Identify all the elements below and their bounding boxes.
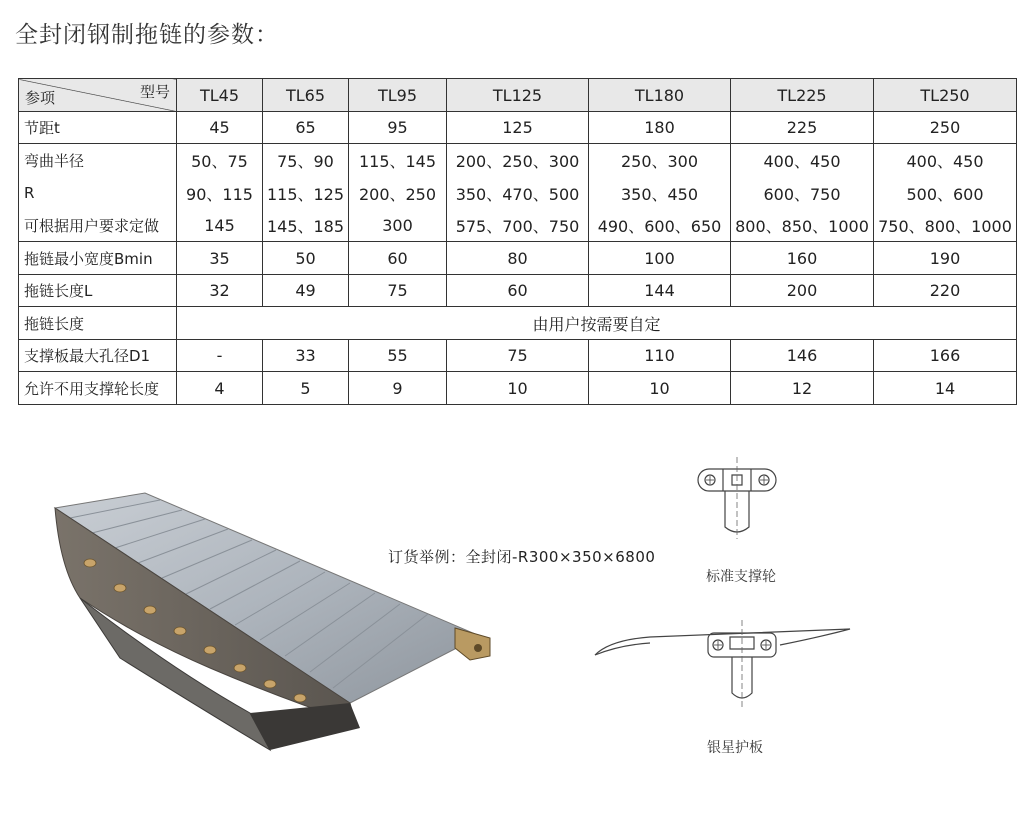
table-cell: 50 [263, 242, 349, 275]
page-title: 全封闭钢制拖链的参数： [15, 22, 279, 48]
model-header: TL125 [447, 79, 589, 112]
table-row [19, 144, 1017, 177]
table-cell: 110 [589, 340, 731, 372]
model-header: TL45 [177, 79, 263, 112]
table-cell: 9 [349, 372, 447, 405]
corner-bottom-label: 参项 [25, 89, 56, 107]
row-label: 拖链长度L [19, 275, 177, 307]
table-cell: 145 [177, 210, 263, 242]
table-cell: 95 [349, 112, 447, 144]
table-cell: 200、250 [349, 177, 447, 210]
row-label: 弯曲半径 [19, 144, 177, 177]
row-label: 允许不用支撑轮长度 [19, 372, 177, 405]
table-cell: 49 [263, 275, 349, 307]
table-cell: 90、115 [177, 177, 263, 210]
table-cell: 35 [177, 242, 263, 275]
table-cell: 125 [447, 112, 589, 144]
table-cell: 250 [874, 112, 1017, 144]
table-cell: 400、450 [731, 144, 874, 177]
table-cell: 32 [177, 275, 263, 307]
table-cell: 100 [589, 242, 731, 275]
table-cell: 75 [349, 275, 447, 307]
table-cell: 400、450 [874, 144, 1017, 177]
table-cell: 115、125 [263, 177, 349, 210]
table-row [19, 210, 1017, 242]
table-cell: 490、600、650 [589, 210, 731, 242]
table-cell: 190 [874, 242, 1017, 275]
table-row [19, 340, 1017, 372]
table-row [19, 242, 1017, 275]
table-cell: 300 [349, 210, 447, 242]
table-cell: 575、700、750 [447, 210, 589, 242]
table-cell: 33 [263, 340, 349, 372]
table-cell: 800、850、1000 [731, 210, 874, 242]
table-cell: 750、800、1000 [874, 210, 1017, 242]
table-cell: 55 [349, 340, 447, 372]
table-cell: 75、90 [263, 144, 349, 177]
table-cell: 14 [874, 372, 1017, 405]
row-label: 节距t [19, 112, 177, 144]
table-cell: 10 [447, 372, 589, 405]
order-example: 订货举例：全封闭-R300×350×6800 [388, 548, 656, 566]
table-cell: 600、750 [731, 177, 874, 210]
model-header: TL180 [589, 79, 731, 112]
table-row [19, 372, 1017, 405]
table-cell: 166 [874, 340, 1017, 372]
row-label: 可根据用户要求定做 [19, 210, 177, 242]
support-wheel-caption: 标准支撑轮 [706, 569, 776, 585]
table-cell: 146 [731, 340, 874, 372]
row-label: 支撑板最大孔径D1 [19, 340, 177, 372]
table-row [19, 112, 1017, 144]
model-header: TL250 [874, 79, 1017, 112]
table-cell: 65 [263, 112, 349, 144]
table-cell: 4 [177, 372, 263, 405]
table-cell: 50、75 [177, 144, 263, 177]
table-cell: 60 [349, 242, 447, 275]
table-cell: 200、250、300 [447, 144, 589, 177]
drag-chain-image [50, 488, 500, 773]
guard-plate-drawing [590, 615, 855, 710]
table-cell: - [177, 340, 263, 372]
model-header: TL225 [731, 79, 874, 112]
table-cell: 220 [874, 275, 1017, 307]
table-cell: 225 [731, 112, 874, 144]
row-label: R [19, 177, 177, 210]
table-cell: 500、600 [874, 177, 1017, 210]
guard-plate-caption: 银星护板 [707, 740, 763, 756]
table-cell: 200 [731, 275, 874, 307]
table-cell: 80 [447, 242, 589, 275]
model-header: TL65 [263, 79, 349, 112]
model-header: TL95 [349, 79, 447, 112]
table-cell: 145、185 [263, 210, 349, 242]
table-cell: 60 [447, 275, 589, 307]
spec-table [18, 78, 1017, 405]
table-row [19, 177, 1017, 210]
table-row [19, 275, 1017, 307]
table-cell: 250、300 [589, 144, 731, 177]
row-label: 拖链最小宽度Bmin [19, 242, 177, 275]
table-cell: 115、145 [349, 144, 447, 177]
table-cell: 350、450 [589, 177, 731, 210]
table-cell: 144 [589, 275, 731, 307]
table-cell: 350、470、500 [447, 177, 589, 210]
table-cell: 160 [731, 242, 874, 275]
table-cell: 5 [263, 372, 349, 405]
corner-cell [19, 79, 177, 112]
table-cell: 45 [177, 112, 263, 144]
table-cell: 由用户按需要自定 [177, 307, 1017, 340]
row-label: 拖链长度 [19, 307, 177, 340]
table-cell: 12 [731, 372, 874, 405]
table-row [19, 307, 1017, 340]
support-wheel-drawing [690, 455, 785, 540]
table-cell: 75 [447, 340, 589, 372]
table-cell: 10 [589, 372, 731, 405]
table-cell: 180 [589, 112, 731, 144]
corner-top-label: 型号 [139, 83, 170, 101]
table-header-row [19, 79, 1017, 112]
